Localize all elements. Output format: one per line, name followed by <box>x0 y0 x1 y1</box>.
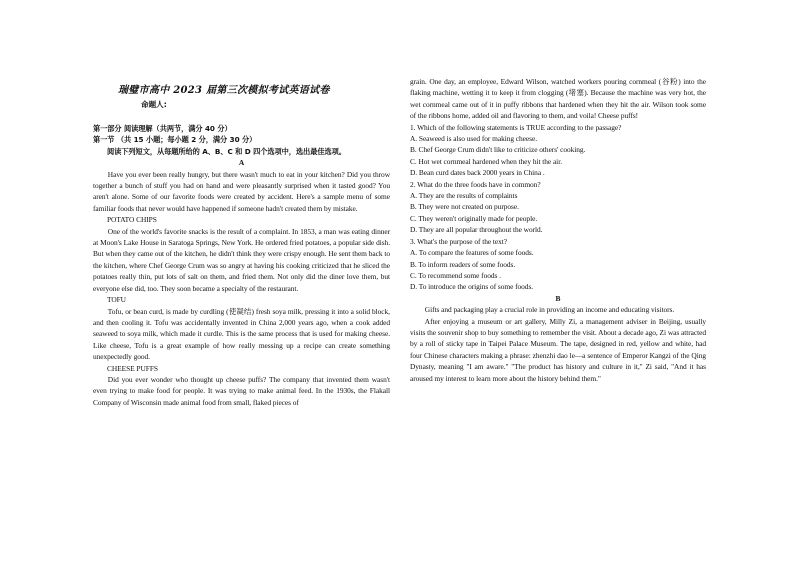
question-3-option-a: A. To compare the features of some foods. <box>410 248 534 258</box>
right-column <box>410 0 706 562</box>
passage-a-letter: A <box>238 158 245 168</box>
passage-b-paragraph-2: After enjoying a museum or art gallery, Milly Zi, a management adviser in Beijing, usually visits the souvenir shop to buy something to remember the visit. About a decade ago, Zi was attracted by a roll of sticky tape in Taipei Palace Museum. The tape, designed in red, yellow and white, had four Chinese characters making a phrase: zhenzhi dao le—a sentence of Emperor Kangzi of the Qing Dynasty, meaning "I am aware." "The product has history and culture in it," Zi said, "And it has aroused my interest to learn more about the history behind them." <box>410 316 706 383</box>
question-3-option-b: B. To inform readers of some foods. <box>410 259 516 269</box>
potato-chips-text: One of the world's favorite snacks is the result of a complaint. In 1853, a man was eating dinner at Moon's Lake House in Saratoga Springs, New York. He ordered fried potatoes, a popular side dish. But when they came out of the kitchen, he didn't think they were crispy enough. He sent them back to the kitchen, where Chef George Crum was so angry at having his cooking criticized that he sliced the potatoes really thin, put lots of salt on them, and fried them. Not only did the diner love them, but everyone else did, too. They soon became a specialty of the restaurant. <box>93 226 390 293</box>
page-title: 瑞璧市高中 2023 届第三次模拟考试英语试卷 <box>118 85 330 96</box>
question-1-option-b: B. Chef George Crum didn't like to criticize others' cooking. <box>410 145 586 155</box>
question-2-option-b: B. They were not created on purpose. <box>410 202 519 212</box>
instruction-text: 阅读下列短文，从每题所给的 A、B、C 和 D 四个选项中，选出最佳选项。 <box>107 146 346 156</box>
cheese-puffs-text-part1: Did you ever wonder who thought up cheese puffs? The company that invented them wasn't even trying to make food for people. It was trying to make animal feed. In the 1930s, the Flakall Company of Wisconsin made animal food from small, flaked pieces of <box>93 374 390 407</box>
question-2-option-a: A. They are the results of complaints <box>410 191 518 201</box>
potato-chips-heading: POTATO CHIPS <box>107 215 157 225</box>
cheese-puffs-text-part2: grain. One day, an employee, Edward Wilson, watched workers pouring cornmeal (谷粉) into the flaking machine, wetting it to keep it from clogging (堵塞). Because the machine was very hot, the wet cornmeal came out of it in puffy ribbons that hardened when they hit the air. Wilson took some of the ribbons home, added oil and flavoring to them, and voila! Cheese puffs! <box>410 77 706 121</box>
tofu-text: Tofu, or bean curd, is made by curdling (使凝结) fresh soya milk, pressing it into a solid block, and then cooling it. Tofu was accidentally invented in China 2,000 years ago, when a cook added seaweed to soya milk, which made it curdle. This is the same process that is used for making cheese. Like cheese, Tofu is a great example of how really messing up a recipe can create something unexpectedly good. <box>93 306 390 362</box>
question-3-option-c: C. To recommend some foods . <box>410 270 501 280</box>
cheese-puffs-heading: CHEESE PUFFS <box>107 363 158 373</box>
question-1-stem: 1. Which of the following statements is TRUE according to the passage? <box>410 122 622 132</box>
question-3-stem: 3. What's the purpose of the text? <box>410 236 507 246</box>
left-column <box>93 0 390 562</box>
question-2-stem: 2. What do the three foods have in common? <box>410 179 541 189</box>
passage-b-letter: B <box>555 293 561 303</box>
section-heading: 第一节 （共 15 小题；每小题 2 分，满分 30 分） <box>93 135 257 145</box>
part-heading: 第一部分 阅读理解（共两节，满分 40 分） <box>93 124 232 133</box>
question-3-option-d: D. To introduce the origins of some foods. <box>410 282 534 292</box>
question-2-option-d: D. They are all popular throughout the world. <box>410 225 543 235</box>
writer-label: 命题人: <box>141 100 167 109</box>
passage-b-paragraph-1: Gifts and packaging play a crucial role in providing an income and educating visitors. <box>424 305 675 315</box>
question-1-option-d: D. Bean curd dates back 2000 years in China . <box>410 168 545 178</box>
tofu-heading: TOFU <box>107 295 126 305</box>
passage-a-intro: Have you ever been really hungry, but there wasn't much to eat in your kitchen? Did you throw together a bunch of stuff you had on hand and were pleasantly surprised when it tasted good? You aren't alone. Some of our favorite foods were created by accident. Here's a sample menu of some familiar foods that never would have happened if someone hadn't created them by mistake. <box>93 169 390 213</box>
question-2-option-c: C. They weren't originally made for people. <box>410 213 538 223</box>
question-1-option-a: A. Seaweed is also used for making cheese. <box>410 134 537 144</box>
question-1-option-c: C. Hot wet cornmeal hardened when they hit the air. <box>410 156 562 166</box>
